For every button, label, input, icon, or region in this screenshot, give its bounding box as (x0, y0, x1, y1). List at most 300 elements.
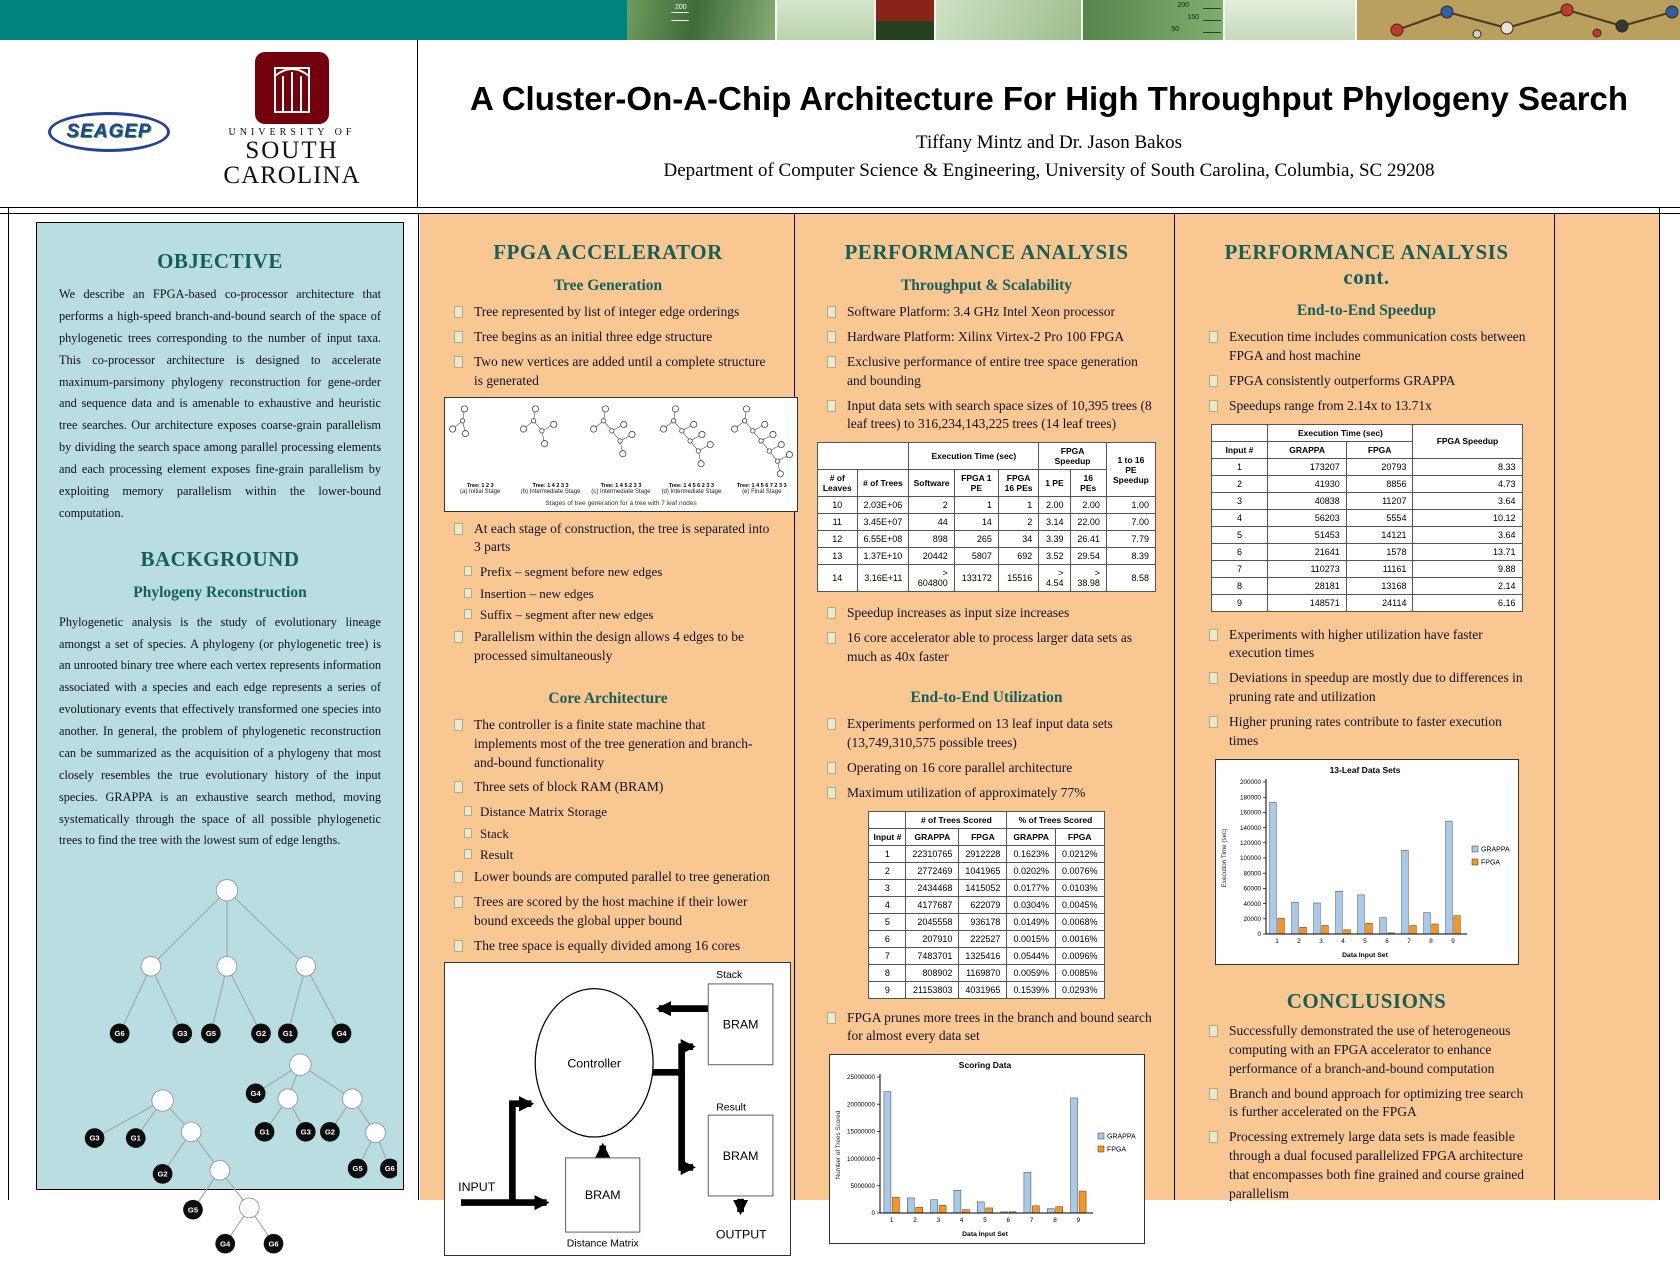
table-cell: 622079 (959, 896, 1007, 913)
table-cell: 7.79 (1106, 531, 1155, 548)
table-cell: 1 (1211, 458, 1268, 475)
background-body: Phylogenetic analysis is the study of evolutionary lineage amongst a set of species. A phylogeny (or phylogenetic tree) is an unrooted binary tree where each vertex represents information associated with a species and each edge represents a series of evolutionary events that effectively transformed one species into another. In general, the problem of phylogenetic reconstruction can be summarized as the acquisition of a phylogeny that most closely resembles the true evolutionary history of the input species. GRAPPA is an exhaustive search method, moving systematically through the space of all possible phylogenetic trees to find the tree with the lowest sum of edge lengths. (59, 614, 381, 848)
table-header-cell: 1 PE (1039, 470, 1070, 497)
core-architecture-subheading: Core Architecture (548, 689, 668, 707)
tree-leaf-label: G3 (300, 1127, 311, 1137)
bullet-square-icon (1209, 716, 1218, 728)
bullet-item (454, 937, 770, 956)
table-header-cell: GRAPPA (1268, 441, 1346, 458)
tree-leaf-label: G2 (255, 1029, 267, 1039)
bullet-square-icon (1209, 1025, 1218, 1037)
bullet-text: Tree begins as an initial three edge structure (474, 328, 713, 344)
table-cell: 7483701 (906, 947, 959, 964)
table-cell: 21641 (1268, 543, 1346, 560)
x-tick-label: 1 (1274, 937, 1279, 945)
table-row (1211, 492, 1522, 509)
table-row (818, 548, 1156, 565)
tree-leaf-label: G4 (336, 1029, 347, 1039)
banner-photo-strip (627, 0, 1680, 40)
table-cell: 6 (869, 930, 906, 947)
table-header-cell: % of Trees Scored (1007, 811, 1104, 828)
fpga-bar (1277, 918, 1284, 934)
bullet-item (454, 328, 770, 347)
end-to-end-speedup-table (1211, 424, 1523, 612)
grappa-bar (1401, 850, 1408, 934)
table-cell: > 38.98 (1070, 565, 1106, 592)
bullet-text: At each stage of construction, the tree is separated into 3 parts (474, 520, 770, 555)
fpga-bar (1453, 916, 1460, 934)
table-cell: 207910 (906, 930, 959, 947)
grappa-bar (1047, 1209, 1054, 1213)
usc-shield-icon (255, 52, 329, 124)
core-architecture-bullets (444, 716, 772, 956)
table-cell: 0.0015% (1007, 930, 1056, 947)
result-label: Result (716, 1101, 746, 1113)
table-row (869, 845, 1104, 862)
x-tick-label: 6 (1006, 1217, 1010, 1225)
y-tick-label: 10000000 (846, 1156, 875, 1164)
tree-leaf-label: G4 (220, 1239, 231, 1249)
y-tick-label: 15000000 (846, 1128, 875, 1136)
y-tick-label: 80000 (1242, 870, 1261, 878)
table-cell: 5807 (954, 548, 998, 565)
bullet-item (1209, 328, 1532, 366)
table-cell: > 604800 (909, 565, 954, 592)
bullet-square-icon (454, 896, 463, 908)
fpga-bar (915, 1208, 922, 1214)
tree-leaf-label: G3 (177, 1029, 188, 1039)
table-cell: 1 (998, 497, 1038, 514)
table-cell: 1325416 (959, 947, 1007, 964)
table-row (1211, 526, 1522, 543)
bullet-square-icon (827, 1012, 836, 1024)
table-cell: 22.00 (1070, 514, 1106, 531)
y-tick-label: 140000 (1239, 824, 1261, 832)
table-header-cell: GRAPPA (906, 828, 959, 845)
y-axis-title: Execution Time (sec) (1220, 828, 1228, 888)
table-cell: 9 (869, 981, 906, 998)
table-cell: 1.00 (1106, 497, 1155, 514)
table-cell: 265 (954, 531, 998, 548)
bullet-item (454, 353, 770, 391)
table-cell: 8.58 (1106, 565, 1155, 592)
bullet-text: Execution time includes communication costs between FPGA and host machine (1229, 329, 1526, 363)
table-cell: 2912228 (959, 845, 1007, 862)
table-cell: 2.14 (1413, 577, 1522, 594)
bullet-text: The tree space is equally divided among 16 cores (474, 937, 741, 953)
bullet-item (454, 868, 770, 887)
table-header-cell: FPGA 1 PE (954, 470, 998, 497)
table-cell: 2 (909, 497, 954, 514)
table-header-cell: FPGA (1346, 441, 1413, 458)
table-cell: 0.0068% (1055, 913, 1104, 930)
legend-swatch-fpga (1472, 859, 1478, 865)
x-tick-label: 8 (1052, 1217, 1057, 1225)
bullet-text: Lower bounds are computed parallel to tree generation (474, 868, 770, 884)
table-cell: 8 (1211, 577, 1268, 594)
bullet-square-icon (827, 787, 836, 799)
grappa-bar (1070, 1098, 1077, 1213)
stage-c (588, 402, 654, 495)
distance-matrix-label: Distance Matrix (566, 1237, 639, 1249)
table-cell: 40838 (1268, 492, 1346, 509)
bullet-square-icon (454, 306, 463, 318)
bullet-text: 16 core accelerator able to process larger data sets as much as 40x faster (847, 630, 1132, 665)
y-tick-label: 60000 (1242, 885, 1261, 893)
y-tick-label: 40000 (1242, 900, 1261, 908)
bullet-item (454, 303, 770, 322)
performance-analysis-column (795, 214, 1174, 1244)
bullet-item (1209, 1128, 1532, 1204)
bullet-text: Trees are scored by the host machine if their lower bound exceeds the global upper bound (474, 893, 748, 928)
bullet-square-icon (454, 871, 463, 883)
table-header-row (869, 811, 1104, 828)
table-cell: 0.0045% (1055, 896, 1104, 913)
table-cell: 15516 (998, 565, 1038, 592)
table-header-cell: Input # (1211, 441, 1268, 458)
grappa-bar (1291, 902, 1298, 934)
bullet-item (827, 784, 1154, 803)
table-row (869, 879, 1104, 896)
bullet-square-icon (827, 762, 836, 774)
bullet-text: Software Platform: 3.4 GHz Intel Xeon processor (847, 304, 1116, 319)
result-bram-label: BRAM (722, 1148, 759, 1163)
phylogeny-reconstruction-subheading: Phylogeny Reconstruction (133, 583, 307, 601)
table-row (818, 514, 1156, 531)
bullet-item (1209, 1085, 1532, 1123)
table-cell: 2772469 (906, 862, 959, 879)
tree-leaf-label: G1 (130, 1134, 141, 1144)
y-tick-label: 120000 (1239, 839, 1261, 847)
y-tick-label: 25000000 (846, 1074, 875, 1082)
fpga-accelerator-heading: FPGA ACCELERATOR (493, 240, 723, 264)
table-header-cell: FPGA Speedup (1039, 443, 1107, 470)
table-header-cell: 16 PEs (1070, 470, 1106, 497)
stage-tree-label: Tree: 1 2 3 (466, 482, 494, 489)
trees-scored-table (868, 811, 1104, 999)
sub-bullet-item (464, 803, 770, 821)
x-tick-label: 6 (1384, 937, 1389, 945)
bullet-square-icon (827, 400, 836, 412)
bullet-text: Experiments with higher utilization have faster execution times (1229, 626, 1483, 661)
table-header-cell: Execution Time (sec) (909, 443, 1039, 470)
stage-tree-label: Tree: 1 4 2 3 3 (532, 482, 569, 489)
table-cell: 3.64 (1413, 492, 1522, 509)
table-cell: 13.71 (1413, 543, 1522, 560)
lab-photo (775, 0, 874, 40)
x-tick-label: 3 (1318, 937, 1323, 945)
table-cell: 2.03E+06 (857, 497, 909, 514)
table-cell: 148571 (1268, 594, 1346, 611)
bullet-item (827, 604, 1154, 623)
stage-tree-label: Tree: 1 4 5 6 7 2 3 3 (736, 482, 787, 489)
bullet-square-icon (827, 718, 836, 730)
table-header-row (818, 443, 1156, 470)
bullet-item (1209, 669, 1532, 707)
table-cell: 3 (869, 879, 906, 896)
bullet-text: Higher pruning rates contribute to faster execution times (1229, 714, 1502, 749)
table-cell: 20793 (1346, 458, 1413, 475)
table-row (869, 913, 1104, 930)
grappa-bar (977, 1202, 984, 1213)
table-cell: 1.37E+10 (857, 548, 909, 565)
stage-caption: (c) Intermediate Stage (591, 488, 651, 495)
table-cell: 11161 (1346, 560, 1413, 577)
bullet-square-icon (454, 356, 463, 368)
table-cell: 11 (818, 514, 858, 531)
bullet-text: Processing extremely large data sets is made feasible through a dual focused parallelized FPGA architecture that encompasses both fine grained and course grained parallelism (1229, 1129, 1525, 1202)
table-cell: 0.0076% (1055, 862, 1104, 879)
table-header-cell: # of Leaves (818, 470, 858, 497)
table-cell: 898 (909, 531, 954, 548)
table-row (818, 497, 1156, 514)
table-cell: 222527 (959, 930, 1007, 947)
bullet-text: Two new vertices are added until a complete structure is generated (474, 353, 766, 388)
grappa-bar (930, 1200, 937, 1213)
y-tick-label: 200000 (1239, 779, 1261, 787)
bullet-square-icon (454, 940, 463, 952)
bullet-square-icon (827, 331, 836, 343)
table-cell: 21153803 (906, 981, 959, 998)
table-cell: 29.54 (1070, 548, 1106, 565)
sub-bullet-text: Distance Matrix Storage (480, 804, 608, 820)
table-cell: 7.00 (1106, 514, 1155, 531)
bullet-text: Exclusive performance of entire tree space generation and bounding (847, 353, 1138, 388)
table-cell: 1578 (1346, 543, 1413, 560)
stage-tree-label: Tree: 1 4 5 6 2 3 3 (668, 482, 714, 489)
bullet-text: Operating on 16 core parallel architecture (847, 759, 1073, 775)
grappa-bar (1313, 903, 1320, 934)
table-cell: 8.39 (1106, 548, 1155, 565)
table-cell: 10 (818, 497, 858, 514)
table-cell: 2.00 (1070, 497, 1106, 514)
bullet-item (827, 1009, 1154, 1047)
tree-leaf-label: G6 (384, 1164, 395, 1174)
top-banner (0, 0, 1680, 40)
table-cell: 5 (869, 913, 906, 930)
objective-body: We describe an FPGA-based co-processor architecture that performs a high-speed branch-and-bound search of the space of phylogenetic trees corresponding to the number of input taxa. This co-processor architecture is designed to accelerate maximum-parsimony phylogeny reconstruction for gene-order and sequence data and is amenable to exhaustive and heuristic tree searches. Our architecture exposes coarse-grain parallelism by dividing the search space among parallel processing elements and each processing element exposes fine-grain parallelism by exploiting memory parallelism within the lower-bound computation. (59, 287, 381, 520)
y-tick-label: 160000 (1239, 809, 1261, 817)
bullet-square-icon (1209, 375, 1218, 387)
bullet-item (827, 303, 1154, 322)
x-tick-label: 3 (936, 1217, 940, 1225)
table-cell: 1 (954, 497, 998, 514)
scientist-photo (934, 0, 1081, 40)
table-cell: 4177687 (906, 896, 959, 913)
prune-bullet (817, 1009, 1156, 1047)
table-row (869, 930, 1104, 947)
table-cell: 6 (1211, 543, 1268, 560)
core-architecture-diagram (444, 962, 791, 1256)
fpga-bar (1343, 930, 1350, 934)
tree-leaf-label: G1 (259, 1127, 270, 1137)
usc-logo-line1: UNIVERSITY OF (228, 127, 356, 138)
table-header-cell: Input # (869, 828, 906, 845)
table-cell: 3.16E+11 (857, 565, 909, 592)
flask-graduation-label: 200 (675, 4, 687, 11)
dm-bram-label: BRAM (584, 1187, 621, 1202)
bullet-item (1209, 397, 1532, 416)
table-row (869, 896, 1104, 913)
table-cell: 11207 (1346, 492, 1413, 509)
table-cell: 44 (909, 514, 954, 531)
flask-photo (627, 0, 775, 40)
table-cell: 56203 (1268, 509, 1346, 526)
table-cell: 28181 (1268, 577, 1346, 594)
bullet-text: Input data sets with search space sizes of 10,395 trees (8 leaf trees) to 316,234,143,225 trees (14 leaf trees) (847, 397, 1152, 432)
bullet-item (827, 715, 1154, 753)
bullet-item (827, 397, 1154, 435)
bullet-item (1209, 626, 1532, 664)
table-cell: 0.0293% (1055, 981, 1104, 998)
grappa-bar (1023, 1173, 1030, 1214)
bullet-text: Tree represented by list of integer edge orderings (474, 304, 740, 319)
molecule-graphic (1357, 0, 1680, 40)
objective-background-column (36, 222, 404, 1249)
table-cell: 20442 (909, 548, 954, 565)
table-cell: 4.73 (1413, 475, 1522, 492)
table-header-cell (818, 443, 909, 470)
grappa-bar (883, 1092, 890, 1213)
table-cell: 9.88 (1413, 560, 1522, 577)
table-cell: 0.0016% (1055, 930, 1104, 947)
table-cell: 0.0544% (1007, 947, 1056, 964)
table-row (818, 531, 1156, 548)
bullet-item (827, 629, 1154, 667)
table-row (818, 565, 1156, 592)
fpga-bar (1299, 927, 1306, 934)
tree-generation-bullets (444, 303, 772, 391)
grappa-bar (1335, 891, 1342, 934)
table-row (869, 981, 1104, 998)
header-divider-line (0, 207, 1680, 208)
bullet-square-icon (1209, 1088, 1218, 1100)
bullet-text: Branch and bound approach for optimizing tree search is further accelerated on the FPGA (1229, 1085, 1524, 1120)
molecule-photo (1355, 0, 1680, 40)
table-cell: 1415052 (959, 879, 1007, 896)
table-cell: 2434468 (906, 879, 959, 896)
fpga-bar (1409, 925, 1416, 933)
table-cell: 5 (1211, 526, 1268, 543)
bullet-text: FPGA consistently outperforms GRAPPA (1229, 372, 1456, 388)
table-header-cell: FPGA 16 PEs (998, 470, 1038, 497)
throughput-scalability-subheading: Throughput & Scalability (900, 277, 1073, 294)
tree-leaf-label: G2 (157, 1169, 168, 1179)
stage-tree-label: Tree: 1 4 5 2 3 3 (600, 482, 642, 489)
bullet-square-icon (464, 828, 472, 838)
tree-leaf-label: G2 (324, 1127, 335, 1137)
output-label: OUTPUT (715, 1227, 767, 1242)
table-cell: 0.0096% (1055, 947, 1104, 964)
speedup-summary-bullets (1199, 626, 1534, 751)
x-tick-label: 2 (912, 1217, 917, 1225)
tree-leaf-label: G5 (187, 1205, 199, 1215)
table-header-row (818, 470, 1156, 497)
affiliation: Department of Computer Science & Engineering, University of South Carolina, Columbia, SC 29208 (663, 160, 1435, 181)
chart-svg (830, 1055, 1144, 1243)
table-cell: 110273 (1268, 560, 1346, 577)
bullet-text: The controller is a finite state machine that implements most of the tree generation and branch-and-bound functionality (474, 716, 753, 770)
bullet-square-icon (827, 306, 836, 318)
table-cell: 936178 (959, 913, 1007, 930)
table-cell: 51453 (1268, 526, 1346, 543)
beaker-graduation-label: 50 (1171, 26, 1179, 33)
table-header-cell: Execution Time (sec) (1268, 424, 1413, 441)
bullet-text: Three sets of block RAM (BRAM) (474, 779, 664, 795)
y-tick-label: 5000000 (849, 1183, 875, 1191)
table-cell: 2.00 (1039, 497, 1070, 514)
beaker-graduation-label: 200 (1177, 2, 1189, 9)
table-row (869, 947, 1104, 964)
chart-title: 13-Leaf Data Sets (1329, 764, 1400, 775)
bullet-item (1209, 713, 1532, 751)
table-cell: 3.39 (1039, 531, 1070, 548)
table-row (1211, 509, 1522, 526)
column5-background (1555, 214, 1659, 1200)
bullet-item (827, 328, 1154, 347)
sub-bullet-item (464, 563, 770, 581)
logo-box (0, 40, 418, 207)
bullet-square-icon (1209, 331, 1218, 343)
bullet-item (454, 716, 770, 773)
table-cell: 0.0304% (1007, 896, 1056, 913)
table-cell: 3.45E+07 (857, 514, 909, 531)
bullet-item (454, 893, 770, 931)
stack-bram-label: BRAM (722, 1017, 759, 1032)
x-axis-title: Data Input Set (1341, 951, 1388, 959)
sub-bullet-item (464, 825, 770, 843)
legend-label: GRAPPA (1480, 846, 1510, 854)
table-cell: 6.55E+08 (857, 531, 909, 548)
table-cell: 1041965 (959, 862, 1007, 879)
table-row (1211, 475, 1522, 492)
table-cell: 4 (1211, 509, 1268, 526)
chart-title: Scoring Data (958, 1060, 1011, 1071)
table-row (1211, 458, 1522, 475)
legend-label: FPGA (1480, 859, 1500, 867)
bullet-text: Parallelism within the design allows 4 edges to be processed simultaneously (474, 628, 744, 663)
table-cell: 7 (869, 947, 906, 964)
table-cell: 2045558 (906, 913, 959, 930)
table-cell: 0.0103% (1055, 879, 1104, 896)
legend-label: GRAPPA (1106, 1133, 1136, 1141)
figure-caption: Stages of tree generation for a tree with 7 leaf nodes (545, 499, 697, 507)
y-tick-label: 20000000 (846, 1101, 875, 1109)
tree-leaf-label: G1 (282, 1029, 293, 1039)
table-cell: 13 (818, 548, 858, 565)
sub-bullet-text: Insertion – new edges (480, 585, 594, 601)
table-row (1211, 560, 1522, 577)
y-axis-title: Number of Trees Scored (834, 1111, 842, 1180)
table-cell: 173207 (1268, 458, 1346, 475)
table-cell: 808902 (906, 964, 959, 981)
fpga-bar (1079, 1191, 1086, 1213)
table-cell: 0.0177% (1007, 879, 1056, 896)
tree-leaf-label: G3 (89, 1134, 100, 1144)
y-tick-label: 0 (870, 1210, 875, 1218)
beaker-photo (1081, 0, 1223, 40)
x-tick-label: 9 (1450, 937, 1455, 945)
title-area (418, 40, 1680, 207)
bullet-item (1209, 1022, 1532, 1079)
bullet-square-icon (827, 607, 836, 619)
grappa-bar (1379, 917, 1386, 933)
conclusions-bullets (1199, 1022, 1534, 1204)
table-cell: > 4.54 (1039, 565, 1070, 592)
table-cell: 3.52 (1039, 548, 1070, 565)
seagep-logo-text: SEAGEP (66, 121, 152, 142)
fpga-bar (1055, 1207, 1062, 1213)
